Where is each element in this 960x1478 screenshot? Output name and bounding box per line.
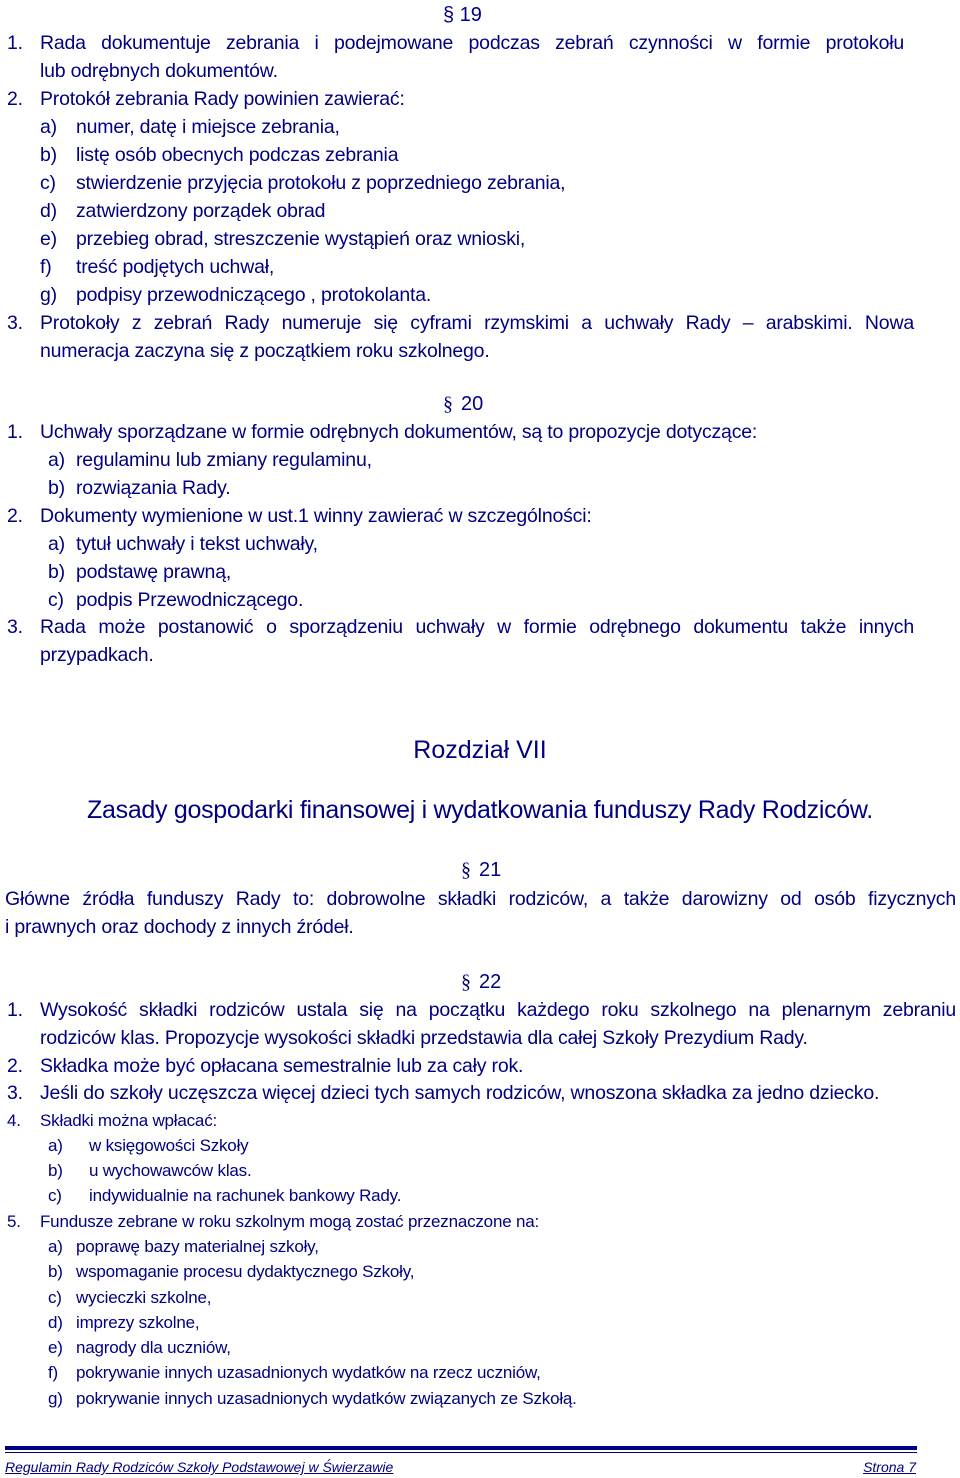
list-item: pokrywanie innych uzasadnionych wydatków związanych ze Szkołą. bbox=[76, 1389, 577, 1408]
s22-p5-text: Fundusze zebrane w roku szkolnym mogą zostać przeznaczone na: bbox=[40, 1212, 540, 1231]
list-item: wspomaganie procesu dydaktycznego Szkoły, bbox=[76, 1262, 415, 1281]
list-item-label: f) bbox=[48, 1363, 58, 1382]
chapter-title: Rozdział VII bbox=[413, 736, 547, 764]
s19-p1-line1: Rada dokumentuje zebrania i podejmowane podczas zebrań czynności w formie protokołu bbox=[40, 32, 904, 54]
s19-p3-line1: Protokoły z zebrań Rady numeruje się cyframi rzymskimi a uchwały Rady – arabskimi. Nowa bbox=[40, 312, 914, 334]
s20-p1-text: Uchwały sporządzane w formie odrębnych dokumentów, są to propozycje dotyczące: bbox=[40, 421, 758, 443]
list-item-label: a) bbox=[48, 1237, 63, 1256]
list-item-label: a) bbox=[48, 449, 65, 471]
list-item-label: b) bbox=[48, 561, 65, 583]
list-item-label: g) bbox=[40, 284, 57, 306]
footer-title: Regulamin Rady Rodziców Szkoły Podstawowej w Świerzawie bbox=[5, 1459, 394, 1475]
s19-p2-text: Protokół zebrania Rady powinien zawierać: bbox=[40, 88, 405, 110]
footer-rule-thin bbox=[5, 1452, 917, 1453]
section-sign: § bbox=[461, 859, 471, 881]
list-item-label: g) bbox=[48, 1389, 63, 1408]
s22-p3-text: Jeśli do szkoły uczęszcza więcej dzieci tych samych rodziców, wnoszona składka za jedno dziecko. bbox=[40, 1082, 880, 1104]
list-item: w księgowości Szkoły bbox=[89, 1136, 249, 1155]
list-item: imprezy szkolne, bbox=[76, 1313, 200, 1332]
list-item: podpisy przewodniczącego , protokolanta. bbox=[76, 284, 432, 306]
list-item: regulaminu lub zmiany regulaminu, bbox=[76, 449, 372, 471]
s20-p2-text: Dokumenty wymienione w ust.1 winny zawierać w szczególności: bbox=[40, 505, 592, 527]
section-19-number: § 19 bbox=[443, 4, 482, 26]
list-item: treść podjętych uchwał, bbox=[76, 256, 275, 278]
list-item-label: b) bbox=[48, 477, 65, 499]
s19-p1-line2: lub odrębnych dokumentów. bbox=[40, 60, 278, 82]
list-item-label: d) bbox=[48, 1313, 63, 1332]
section-21-number: § 21 bbox=[461, 859, 502, 881]
s22-p1-line1: Wysokość składki rodziców ustala się na początku każdego roku szkolnego na plenarnym zebraniu bbox=[40, 999, 956, 1021]
s22-p1-number: 1. bbox=[7, 999, 23, 1021]
list-item: zatwierdzony porządek obrad bbox=[76, 200, 326, 222]
s19-p1-number: 1. bbox=[7, 32, 23, 54]
s19-p3-number: 3. bbox=[7, 312, 23, 334]
s22-p4-text: Składki można wpłacać: bbox=[40, 1111, 218, 1130]
section-20-number: § 20 bbox=[443, 393, 484, 415]
s19-p2-number: 2. bbox=[7, 88, 23, 110]
list-item: wycieczki szkolne, bbox=[76, 1288, 212, 1307]
list-item: listę osób obecnych podczas zebrania bbox=[76, 144, 399, 166]
s20-p3-number: 3. bbox=[7, 616, 23, 638]
list-item: przebieg obrad, streszczenie wystąpień oraz wnioski, bbox=[76, 228, 526, 250]
list-item-label: e) bbox=[40, 228, 57, 250]
s20-p1-number: 1. bbox=[7, 421, 23, 443]
list-item-label: d) bbox=[40, 200, 57, 222]
s22-p4-number: 4. bbox=[7, 1111, 21, 1130]
list-item: podpis Przewodniczącego. bbox=[76, 589, 304, 611]
list-item-label: e) bbox=[48, 1338, 63, 1357]
list-item-label: a) bbox=[40, 116, 57, 138]
list-item-label: b) bbox=[40, 144, 57, 166]
list-item: indywidualnie na rachunek bankowy Rady. bbox=[89, 1186, 402, 1205]
list-item: pokrywanie innych uzasadnionych wydatków na rzecz uczniów, bbox=[76, 1363, 541, 1382]
s21-line1: Główne źródła funduszy Rady to: dobrowolne składki rodziców, a także darowizny od osób fizycznych bbox=[5, 888, 956, 910]
section-sign: § bbox=[461, 971, 471, 993]
s22-p5-number: 5. bbox=[7, 1212, 21, 1231]
s20-p3-line2: przypadkach. bbox=[40, 644, 154, 666]
list-item: tytuł uchwały i tekst uchwały, bbox=[76, 533, 318, 555]
s22-p3-number: 3. bbox=[7, 1082, 23, 1104]
list-item-label: c) bbox=[48, 589, 64, 611]
list-item: numer, datę i miejsce zebrania, bbox=[76, 116, 340, 138]
s19-p3-line2: numeracja zaczyna się z początkiem roku szkolnego. bbox=[40, 340, 490, 362]
list-item-label: c) bbox=[40, 172, 56, 194]
list-item-label: c) bbox=[48, 1288, 62, 1307]
list-item: poprawę bazy materialnej szkoły, bbox=[76, 1237, 319, 1256]
list-item-label: b) bbox=[48, 1262, 63, 1281]
list-item-label: c) bbox=[48, 1186, 62, 1205]
s20-p3-line1: Rada może postanowić o sporządzeniu uchwały w formie odrębnego dokumentu także innych bbox=[40, 616, 914, 638]
list-item: stwierdzenie przyjęcia protokołu z poprzedniego zebrania, bbox=[76, 172, 566, 194]
chapter-subtitle: Zasady gospodarki finansowej i wydatkowania funduszy Rady Rodziców. bbox=[87, 796, 873, 824]
list-item-label: b) bbox=[48, 1161, 63, 1180]
s20-p2-number: 2. bbox=[7, 505, 23, 527]
s21-line2: i prawnych oraz dochody z innych źródeł. bbox=[5, 916, 354, 938]
section-22-number: § 22 bbox=[461, 971, 502, 993]
s22-p1-line2: rodziców klas. Propozycje wysokości składki przedstawia dla całej Szkoły Prezydium Rady. bbox=[40, 1027, 808, 1049]
list-item-label: f) bbox=[40, 256, 52, 278]
s22-p2-number: 2. bbox=[7, 1055, 23, 1077]
s22-p2-text: Składka może być opłacana semestralnie lub za cały rok. bbox=[40, 1055, 524, 1077]
footer-rule-thick bbox=[5, 1446, 917, 1450]
list-item: rozwiązania Rady. bbox=[76, 477, 231, 499]
section-sign: § bbox=[443, 393, 453, 415]
list-item-label: a) bbox=[48, 533, 65, 555]
list-item: u wychowawców klas. bbox=[89, 1161, 252, 1180]
list-item: podstawę prawną, bbox=[76, 561, 232, 583]
footer-page-number: Strona 7 bbox=[863, 1459, 916, 1475]
list-item: nagrody dla uczniów, bbox=[76, 1338, 231, 1357]
list-item-label: a) bbox=[48, 1136, 63, 1155]
